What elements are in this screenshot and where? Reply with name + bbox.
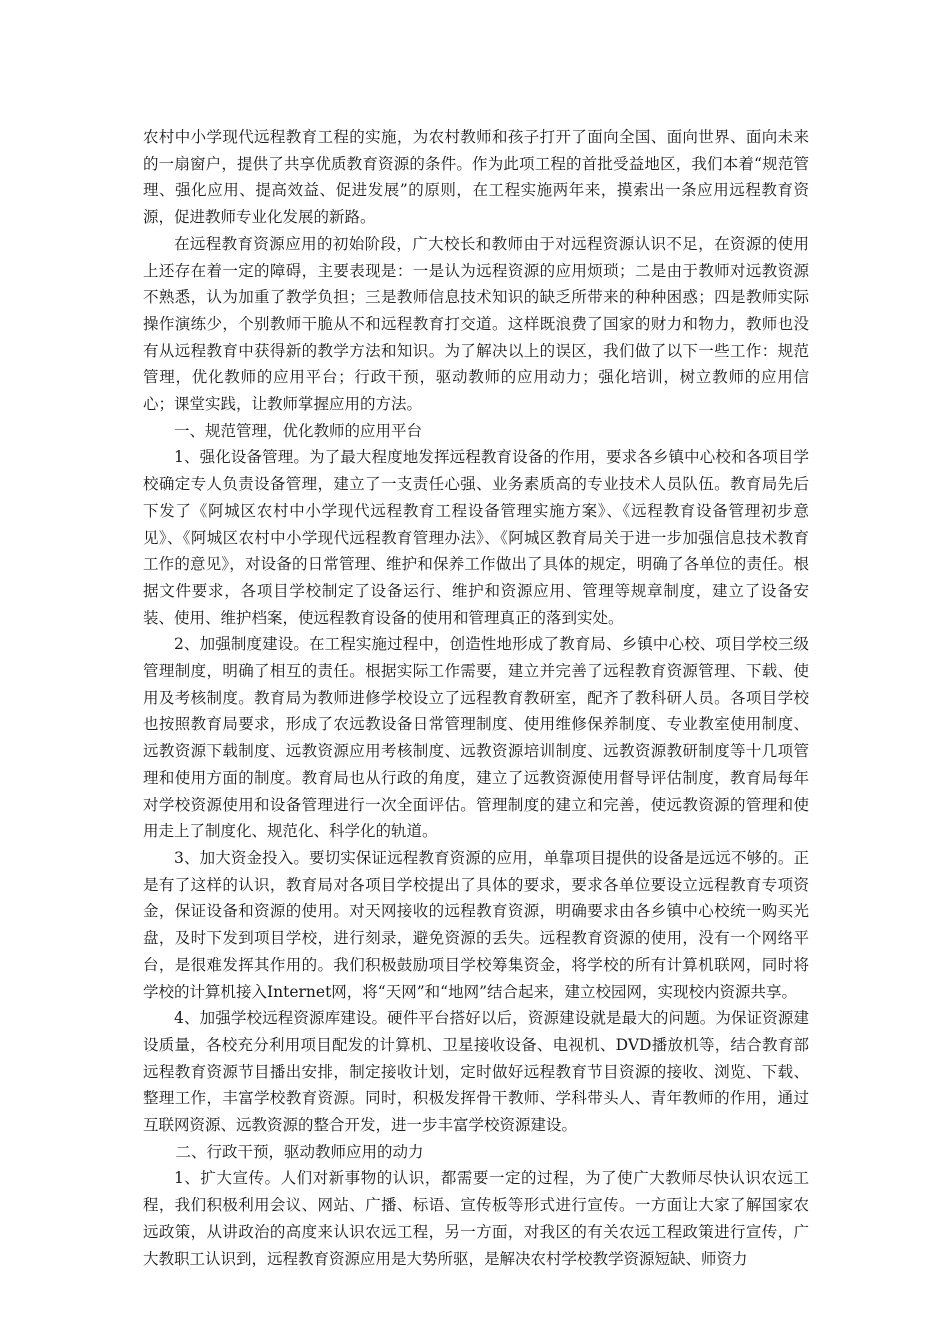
paragraph-initial-stage: 在远程教育资源应用的初始阶段，广大校长和教师由于对远程资源认识不足，在资源的使用上还存在着一定的障碍，主要表现是：一是认为远程资源的应用烦琐；二是由于教师对远教资源不熟悉，认为加重了教学负担；三是教师信息技术知识的缺乏所带来的种种困惑；四是教师实际操作演练少，个别教师干脆从不和远程教育打交道。这样既浪费了国家的财力和物力，教师也没有从远程教育中获得新的教学方法和知识。为了解决以上的误区，我们做了以下一些工作：规范管理，优化教师的应用平台；行政干预，驱动教师的应用动力；强化培训，树立教师的应用信心；课堂实践，让教师掌握应用的方法。 bbox=[143, 234, 809, 414]
document-body bbox=[143, 124, 809, 1272]
paragraph-publicity: 1、扩大宣传。人们对新事物的认识，都需要一定的过程，为了使广大教师尽快认识农远工程，我们积极利用会议、网站、广播、标语、宣传板等形式进行宣传。一方面让大家了解国家农远政策，从讲政治的高度来认识农远工程，另一方面，对我区的有关农远工程政策进行宣传，广大教职工认识到，远程教育资源应用是大势所驱，是解决农村学校教学资源短缺、师资力 bbox=[143, 1169, 809, 1268]
section-heading-1: 一、规范管理，优化教师的应用平台 bbox=[174, 421, 423, 440]
paragraph-system-building: 2、加强制度建设。在工程实施过程中，创造性地形成了教育局、乡镇中心校、项目学校三级管理制度，明确了相互的责任。根据实际工作需要，建立并完善了远程教育资源管理、下载、使用及考核制度。教育局为教师进修学校设立了远程教育教研室，配齐了教科研人员。各项目学校也按照教育局要求，形成了农远教设备日常管理制度、使用维修保养制度、专业教室使用制度、远教资源下载制度、远教资源应用考核制度、远教资源培训制度、远教资源教研制度等十几项管理和使用方面的制度。教育局也从行政的角度，建立了远教资源使用督导评估制度，教育局每年对学校资源使用和设备管理进行一次全面评估。管理制度的建立和完善，使远教资源的管理和使用走上了制度化、规范化、科学化的轨道。 bbox=[143, 635, 809, 841]
section-heading-2: 二、行政干预，驱动教师应用的动力 bbox=[175, 1142, 424, 1161]
paragraph-funding: 3、加大资金投入。要切实保证远程教育资源的应用，单靠项目提供的设备是远远不够的。正是有了这样的认识，教育局对各项目学校提出了具体的要求，要求各单位要设立远程教育专项资金，保证设备和资源的使用。对天网接收的远程教育资源，明确要求由各乡镇中心校统一购买光盘，及时下发到项目学校，进行刻录，避免资源的丢失。远程教育资源的使用，没有一个网络平台，是很难发挥其作用的。我们积极鼓励项目学校筹集资金，将学校的所有计算机联网，同时将学校的计算机接入Internet网，将“天网”和“地网”结合起来，建立校园网，实现校内资源共享。 bbox=[143, 848, 809, 1001]
paragraph-intro: 农村中小学现代远程教育工程的实施，为农村教师和孩子打开了面向全国、面向世界、面向未来的一扇窗户，提供了共享优质教育资源的条件。作为此项工程的首批受益地区，我们本着“规范管理、强化应用、提高效益、促进发展”的原则，在工程实施两年来，摸索出一条应用远程教育资源，促进教师专业化发展的新路。 bbox=[143, 128, 809, 227]
paragraph-resource-library: 4、加强学校远程资源库建设。硬件平台搭好以后，资源建设就是最大的问题。为保证资源建设质量，各校充分利用项目配发的计算机、卫星接收设备、电视机、DVD播放机等，结合教育部远程教育资源节目播出安排，制定接收计划，定时做好远程教育节目资源的接收、浏览、下载、整理工作，丰富学校教育资源。同时，积极发挥骨干教师、学科带头人、青年教师的作用，通过互联网资源、远教资源的整合开发，进一步丰富学校资源建设。 bbox=[143, 1009, 809, 1135]
paragraph-equipment-management: 1、强化设备管理。为了最大程度地发挥远程教育设备的作用，要求各乡镇中心校和各项目学校确定专人负责设备管理，建立了一支责任心强、业务素质高的专业技术人员队伍。教育局先后下发了《阿城区农村中小学现代远程教育工程设备管理实施方案》、《远程教育设备管理初步意见》、《阿城区农村中小学现代远程教育管理办法》、《阿城区教育局关于进一步加强信息技术教育工作的意见》，对设备的日常管理、维护和保养工作做出了具体的规定，明确了各单位的责任。根据文件要求，各项目学校制定了设备运行、维护和资源应用、管理等规章制度，建立了设备安装、使用、维护档案，使远程教育设备的使用和管理真正的落到实处。 bbox=[143, 448, 809, 627]
